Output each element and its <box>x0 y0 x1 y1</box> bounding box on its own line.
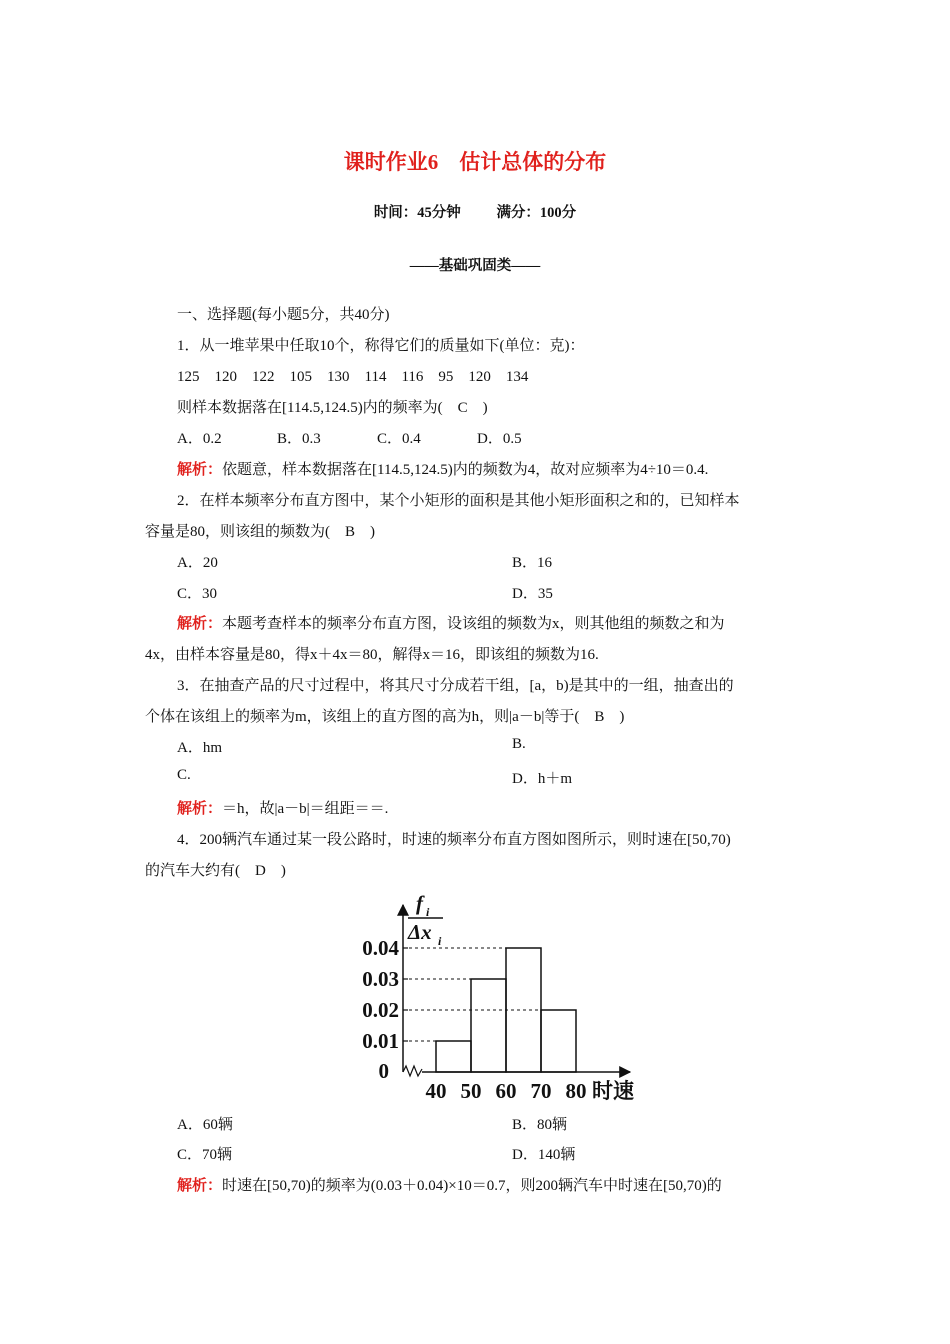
y-tick-label: 0.02 <box>362 998 399 1022</box>
analysis-label: 解析： <box>177 616 223 632</box>
q3-analysis-text: ＝h，故|a－b|＝组距＝＝. <box>222 801 389 817</box>
q2-option-a: A．20 <box>177 555 218 571</box>
x-tick-label: 60 <box>495 1079 517 1103</box>
q1-ask: 则样本数据落在[114.5,124.5)内的频率为( C ) <box>177 400 488 416</box>
x-tick-label: 40 <box>425 1079 447 1103</box>
q1-option-b: B．0.3 <box>277 431 321 447</box>
q1-analysis-text: 依题意，样本数据落在[114.5,124.5)内的频数为4，故对应频率为4÷10＝0.4. <box>222 462 709 478</box>
x-tick-label: 80 <box>565 1079 587 1103</box>
y-tick-label: 0.01 <box>362 1029 399 1053</box>
q1-analysis <box>177 458 708 479</box>
q4-stem-line1: 4．200辆汽车通过某一段公路时，时速的频率分布直方图如图所示，则时速在[50,70) <box>177 832 731 848</box>
q2-analysis-text1: 本题考查样本的频率分布直方图，设该组的频数为x，则其他组的频数之和为 <box>222 616 725 632</box>
exam-meta <box>0 201 950 222</box>
y-tick-label: 0.04 <box>362 936 399 960</box>
q3-option-b: B. <box>512 736 526 752</box>
q3-stem-line2: 个体在该组上的频率为m，该组上的直方图的高为h，则|a－b|等于( B ) <box>145 709 625 725</box>
time-limit: 时间：45分钟 <box>373 205 461 221</box>
q1-stem: 1．从一堆苹果中任取10个，称得它们的质量如下(单位：克)： <box>177 338 585 354</box>
analysis-label: 解析： <box>177 801 223 817</box>
q2-option-d: D．35 <box>512 586 553 602</box>
y-label-numerator-sub: i <box>426 905 430 919</box>
q2-option-b: B．16 <box>512 555 553 571</box>
q3-option-c: C. <box>177 767 191 783</box>
y-tick-label: 0.03 <box>362 967 399 991</box>
q4-option-c: C．70辆 <box>177 1147 233 1163</box>
q3-option-d: D．h＋m <box>512 771 573 787</box>
y-label-denominator-sub: i <box>438 934 442 948</box>
q1-data: 125 120 122 105 130 114 116 95 120 134 <box>177 369 529 385</box>
q4-option-d: D．140辆 <box>512 1147 576 1163</box>
q2-stem-line1: 2．在样本频率分布直方图中，某个小矩形的面积是其他小矩形面积之和的，已知样本 <box>177 493 740 509</box>
page-title: 课时作业6 估计总体的分布 <box>343 150 607 174</box>
q2-option-c: C．30 <box>177 586 218 602</box>
q4-analysis-text: 时速在[50,70)的频率为(0.03＋0.04)×10＝0.7，则200辆汽车中时速在[50,70)的 <box>222 1178 722 1194</box>
part-heading: 一、选择题(每小题5分，共40分) <box>177 307 390 323</box>
histogram-bar <box>436 1041 471 1072</box>
origin-label: 0 <box>378 1059 389 1083</box>
q3-analysis <box>177 797 388 818</box>
q4-option-b: B．80辆 <box>512 1117 568 1133</box>
x-tick-label: 70 <box>530 1079 552 1103</box>
axis-break <box>403 1066 422 1076</box>
histogram-bar <box>541 1010 576 1072</box>
q2-analysis-line2: 4x，由样本容量是80，得x＋4x＝80，解得x＝16，即该组的频数为16. <box>145 647 599 663</box>
y-label-denominator: Δx <box>408 920 432 944</box>
q1-option-d: D．0.5 <box>477 431 522 447</box>
q3-option-a: A．hm <box>177 740 223 756</box>
q3-stem-line1: 3．在抽查产品的尺寸过程中，将其尺寸分成若干组，[a，b)是其中的一组，抽查出的 <box>177 678 734 694</box>
q4-stem-line2: 的汽车大约有( D ) <box>145 863 286 879</box>
y-label-numerator: f <box>416 891 423 915</box>
q4-option-a: A．60辆 <box>177 1117 233 1133</box>
analysis-label: 解析： <box>177 1178 223 1194</box>
speed-histogram <box>340 885 660 1110</box>
q1-option-c: C．0.4 <box>377 431 421 447</box>
histogram-bar <box>471 979 506 1072</box>
x-tick-label: 50 <box>460 1079 482 1103</box>
q4-analysis <box>177 1174 722 1195</box>
analysis-label: 解析： <box>177 462 223 478</box>
x-axis-label: 时速 <box>592 1079 634 1103</box>
q2-analysis-line1 <box>177 612 725 633</box>
q1-option-a: A．0.2 <box>177 431 222 447</box>
section-heading: ——基础巩固类—— <box>409 258 541 274</box>
q2-stem-line2: 容量是80，则该组的频数为( B ) <box>145 524 375 540</box>
full-score: 满分：100分 <box>496 205 577 221</box>
